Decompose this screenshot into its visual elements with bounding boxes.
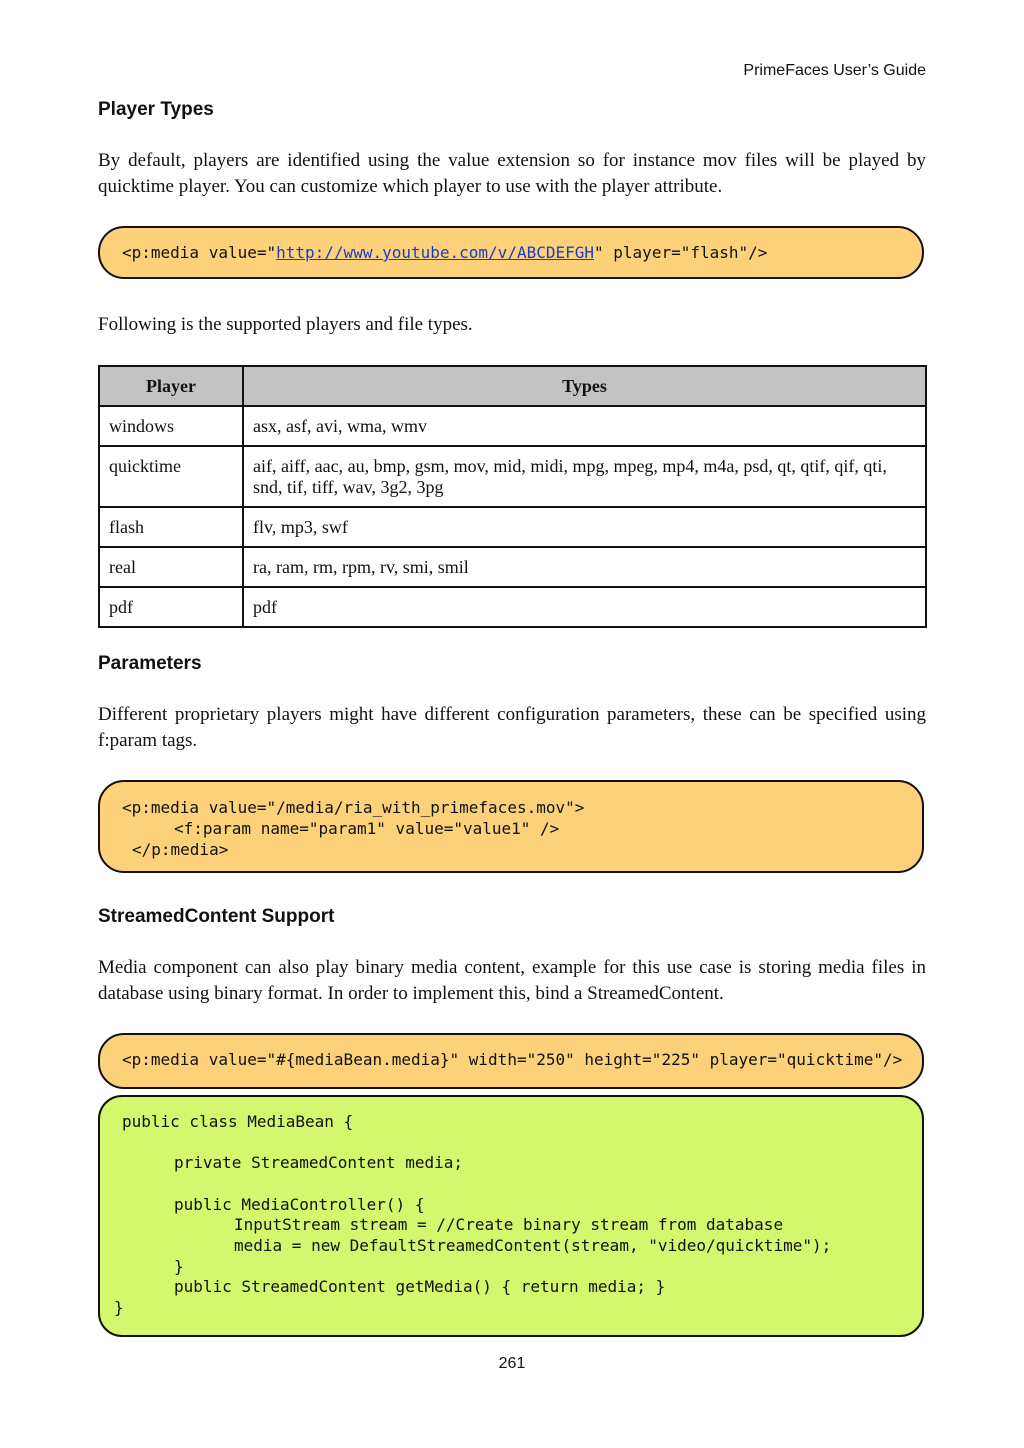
code-line: <f:param name="param1" value="value1" /> [174, 819, 560, 838]
code-line: InputStream stream = //Create binary stream from database [234, 1215, 784, 1234]
player-types-paragraph: By default, players are identified using the value extension so for instance mov files will be played by quicktime player. You can customize which player to use with the player attribute. [98, 150, 926, 197]
page-number: 261 [498, 1355, 526, 1372]
section-heading-parameters: Parameters [98, 653, 202, 674]
section-heading-player-types: Player Types [98, 99, 214, 120]
code-line [122, 243, 767, 263]
code-prefix: <p:media value=" [122, 243, 277, 262]
players-table [98, 365, 927, 628]
code-suffix: " player="flash"/> [594, 243, 768, 262]
player-cell: windows [99, 406, 243, 446]
code-line: media = new DefaultStreamedContent(stream, "video/quicktime"); [234, 1236, 832, 1255]
code-line: private StreamedContent media; [174, 1153, 463, 1172]
table-row [99, 406, 926, 446]
column-header-types: Types [243, 366, 926, 406]
table-row [99, 547, 926, 587]
code-block-java-mediabean [98, 1095, 924, 1337]
table-header-row [99, 366, 926, 406]
code-line: public class MediaBean { [122, 1112, 354, 1131]
code-line: } [114, 1298, 124, 1317]
table-row [99, 507, 926, 547]
code-block-player-attribute [98, 226, 924, 279]
code-block-param-tags [98, 780, 924, 873]
types-cell: asx, asf, avi, wma, wmv [243, 406, 926, 446]
table-intro-paragraph: Following is the supported players and file types. [98, 314, 473, 335]
code-block-media-binding [98, 1033, 924, 1089]
section-heading-streamedcontent: StreamedContent Support [98, 906, 335, 927]
code-line: } [174, 1257, 184, 1276]
player-cell: flash [99, 507, 243, 547]
table-row [99, 587, 926, 627]
code-line: public StreamedContent getMedia() { return media; } [174, 1277, 666, 1296]
player-cell: quicktime [99, 446, 243, 507]
types-cell: flv, mp3, swf [243, 507, 926, 547]
player-cell: pdf [99, 587, 243, 627]
code-line: <p:media value="/media/ria_with_primefaces.mov"> [122, 798, 585, 817]
youtube-link[interactable]: http://www.youtube.com/v/ABCDEFGH [276, 243, 595, 262]
guide-header-title: PrimeFaces User’s Guide [743, 62, 926, 79]
table-row [99, 446, 926, 507]
player-cell: real [99, 547, 243, 587]
column-header-player: Player [99, 366, 243, 406]
parameters-paragraph: Different proprietary players might have different configuration parameters, these can be specified using f:param tags. [98, 704, 926, 751]
code-line: <p:media value="#{mediaBean.media}" width="250" height="225" player="quicktime"/> [122, 1050, 903, 1069]
types-cell: ra, ram, rm, rpm, rv, smi, smil [243, 547, 926, 587]
code-line: </p:media> [132, 840, 229, 859]
streamedcontent-paragraph: Media component can also play binary media content, example for this use case is storing media files in database using binary format. In order to implement this, bind a StreamedContent. [98, 957, 926, 1004]
types-cell: pdf [243, 587, 926, 627]
code-line: public MediaController() { [174, 1195, 425, 1214]
types-cell: aif, aiff, aac, au, bmp, gsm, mov, mid, midi, mpg, mpeg, mp4, m4a, psd, qt, qtif, qif, qti, snd, tif, tiff, wav, 3g2, 3pg [243, 446, 926, 507]
